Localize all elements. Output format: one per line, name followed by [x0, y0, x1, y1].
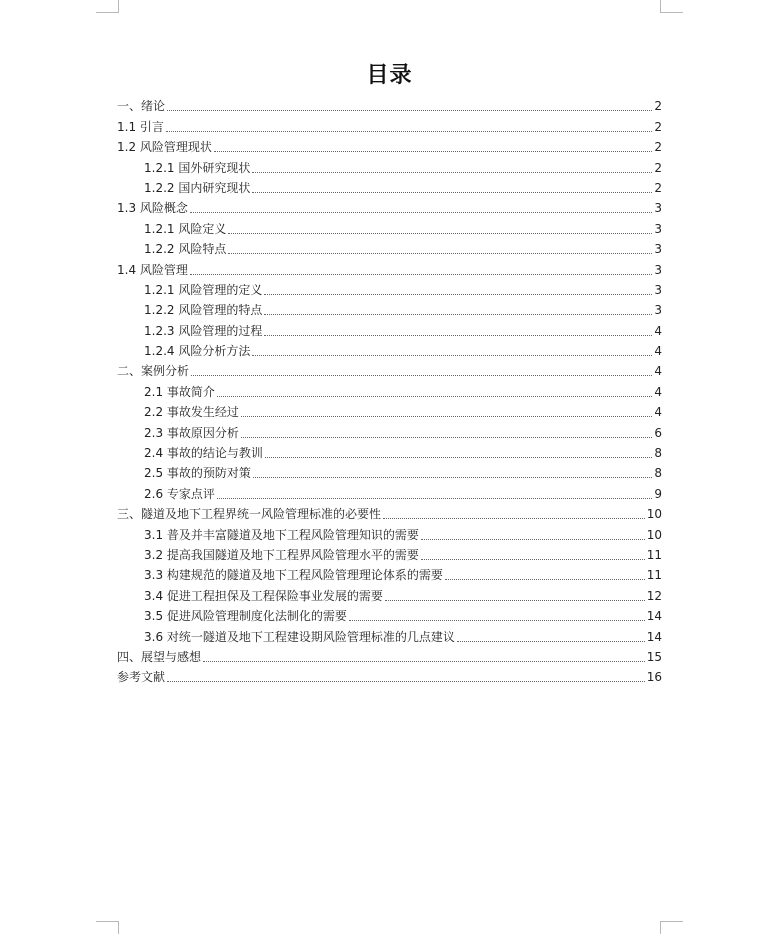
toc-entry-title: 1.4 风险管理 [117, 262, 188, 277]
dot-leader [167, 681, 645, 682]
toc-entry-title: 三、隧道及地下工程界统一风险管理标准的必要性 [117, 507, 382, 522]
crop-mark-bottom-right [660, 921, 683, 934]
toc-entry-page-number: 4 [654, 364, 662, 379]
dot-leader [228, 253, 652, 254]
toc-entry-page-number: 3 [654, 221, 662, 236]
toc-entry[interactable] [117, 665, 662, 685]
toc-entry[interactable] [117, 543, 662, 563]
toc-entry-page-number: 2 [654, 180, 662, 195]
toc-entry[interactable] [117, 318, 662, 338]
toc-entry-title: 3.3 构建规范的隧道及地下工程风险管理理论体系的需要 [144, 568, 443, 583]
toc-entry-page-number: 11 [646, 547, 662, 562]
toc-entry[interactable] [117, 645, 662, 665]
dot-leader [190, 274, 652, 275]
dot-leader [349, 620, 645, 621]
dot-leader [421, 539, 645, 540]
dot-leader [264, 314, 652, 315]
dot-leader [166, 131, 652, 132]
dot-leader [457, 641, 645, 642]
toc-entry-title: 1.2.1 风险定义 [144, 221, 227, 236]
toc-entry-page-number: 3 [654, 201, 662, 216]
toc-entry-title: 1.2.1 国外研究现状 [144, 160, 251, 175]
toc-entry-page-number: 11 [646, 568, 662, 583]
toc-entry[interactable] [117, 400, 662, 420]
toc-entry[interactable] [117, 502, 662, 522]
toc-entry-title: 3.4 促进工程担保及工程保险事业发展的需要 [144, 588, 383, 603]
toc-entry-title: 1.2.2 风险特点 [144, 242, 227, 257]
toc-entry-page-number: 4 [654, 323, 662, 338]
toc-entry[interactable] [117, 359, 662, 379]
toc-entry-page-number: 3 [654, 282, 662, 297]
dot-leader [217, 498, 652, 499]
toc-entry-page-number: 12 [646, 588, 662, 603]
toc-entry-page-number: 8 [654, 446, 662, 461]
dot-leader [252, 192, 652, 193]
toc-entry[interactable] [117, 196, 662, 216]
crop-mark-bottom-left [96, 921, 119, 934]
toc-entry-title: 3.5 促进风险管理制度化法制化的需要 [144, 609, 347, 624]
toc-entry-title: 3.2 提高我国隧道及地下工程界风险管理水平的需要 [144, 547, 419, 562]
toc-entry[interactable] [117, 604, 662, 624]
toc-entry[interactable] [117, 583, 662, 603]
toc-entry-page-number: 6 [654, 425, 662, 440]
crop-mark-top-right [660, 0, 683, 13]
toc-entry[interactable] [117, 135, 662, 155]
toc-entry-title: 1.2.1 风险管理的定义 [144, 282, 263, 297]
dot-leader [264, 294, 652, 295]
toc-entry-title: 1.2.3 风险管理的过程 [144, 323, 263, 338]
toc-entry-title: 参考文献 [117, 670, 166, 685]
toc-entry-page-number: 2 [654, 140, 662, 155]
dot-leader [252, 355, 652, 356]
toc-entry[interactable] [117, 481, 662, 501]
toc-entry-page-number: 2 [654, 99, 662, 114]
toc-entry-page-number: 14 [646, 629, 662, 644]
toc-entry-title: 2.5 事故的预防对策 [144, 466, 251, 481]
dot-leader [252, 172, 652, 173]
toc-entry-page-number: 10 [646, 527, 662, 542]
toc-entry-page-number: 8 [654, 466, 662, 481]
toc-entry-title: 1.2.2 国内研究现状 [144, 180, 251, 195]
toc-entry-page-number: 9 [654, 486, 662, 501]
toc-entry[interactable] [117, 298, 662, 318]
toc-entry-page-number: 15 [646, 649, 662, 664]
toc-entry-title: 3.1 普及并丰富隧道及地下工程风险管理知识的需要 [144, 527, 419, 542]
dot-leader [241, 416, 652, 417]
toc-entry[interactable] [117, 278, 662, 298]
toc-entry[interactable] [117, 94, 662, 114]
dot-leader [253, 477, 652, 478]
toc-entry-page-number: 4 [654, 405, 662, 420]
dot-leader [217, 396, 652, 397]
toc-entry-page-number: 16 [646, 670, 662, 685]
toc-entry[interactable] [117, 155, 662, 175]
toc-entry-page-number: 14 [646, 609, 662, 624]
dot-leader [191, 375, 652, 376]
toc-entry-title: 四、展望与感想 [117, 649, 202, 664]
crop-mark-top-left [96, 0, 119, 13]
toc-entry-page-number: 2 [654, 160, 662, 175]
toc-entry-page-number: 4 [654, 384, 662, 399]
table-of-contents [117, 94, 662, 685]
dot-leader [241, 437, 652, 438]
toc-entry-page-number: 2 [654, 119, 662, 134]
dot-leader [214, 151, 652, 152]
dot-leader [421, 559, 645, 560]
toc-entry-page-number: 3 [654, 303, 662, 318]
toc-entry-title: 1.3 风险概念 [117, 201, 188, 216]
toc-entry[interactable] [117, 563, 662, 583]
toc-entry-page-number: 3 [654, 242, 662, 257]
toc-entry[interactable] [117, 461, 662, 481]
toc-entry-title: 1.2.4 风险分析方法 [144, 344, 251, 359]
dot-leader [190, 212, 652, 213]
toc-entry-page-number: 10 [646, 507, 662, 522]
toc-entry-title: 2.1 事故简介 [144, 384, 215, 399]
dot-leader [264, 335, 652, 336]
toc-entry[interactable] [117, 237, 662, 257]
toc-entry-page-number: 4 [654, 344, 662, 359]
toc-entry[interactable] [117, 420, 662, 440]
dot-leader [167, 110, 652, 111]
toc-entry[interactable] [117, 176, 662, 196]
dot-leader [385, 600, 645, 601]
dot-leader [445, 579, 645, 580]
dot-leader [265, 457, 652, 458]
toc-entry-title: 2.6 专家点评 [144, 486, 215, 501]
dot-leader [228, 233, 652, 234]
toc-entry-title: 2.3 事故原因分析 [144, 425, 239, 440]
toc-entry[interactable] [117, 379, 662, 399]
toc-entry-title: 1.1 引言 [117, 119, 164, 134]
toc-entry[interactable] [117, 114, 662, 134]
toc-entry-title: 1.2 风险管理现状 [117, 140, 212, 155]
toc-entry[interactable] [117, 339, 662, 359]
toc-title: 目录 [366, 63, 413, 88]
toc-entry-title: 二、案例分析 [117, 364, 190, 379]
toc-entry-title: 一、绪论 [117, 99, 166, 114]
toc-entry[interactable] [117, 624, 662, 644]
toc-entry-title: 3.6 对统一隧道及地下工程建设期风险管理标准的几点建议 [144, 629, 455, 644]
dot-leader [203, 661, 645, 662]
toc-entry[interactable] [117, 257, 662, 277]
toc-entry[interactable] [117, 216, 662, 236]
toc-entry-title: 2.4 事故的结论与教训 [144, 446, 263, 461]
dot-leader [383, 518, 645, 519]
toc-entry[interactable] [117, 522, 662, 542]
toc-entry-title: 1.2.2 风险管理的特点 [144, 303, 263, 318]
toc-entry[interactable] [117, 441, 662, 461]
toc-entry-page-number: 3 [654, 262, 662, 277]
toc-entry-title: 2.2 事故发生经过 [144, 405, 239, 420]
